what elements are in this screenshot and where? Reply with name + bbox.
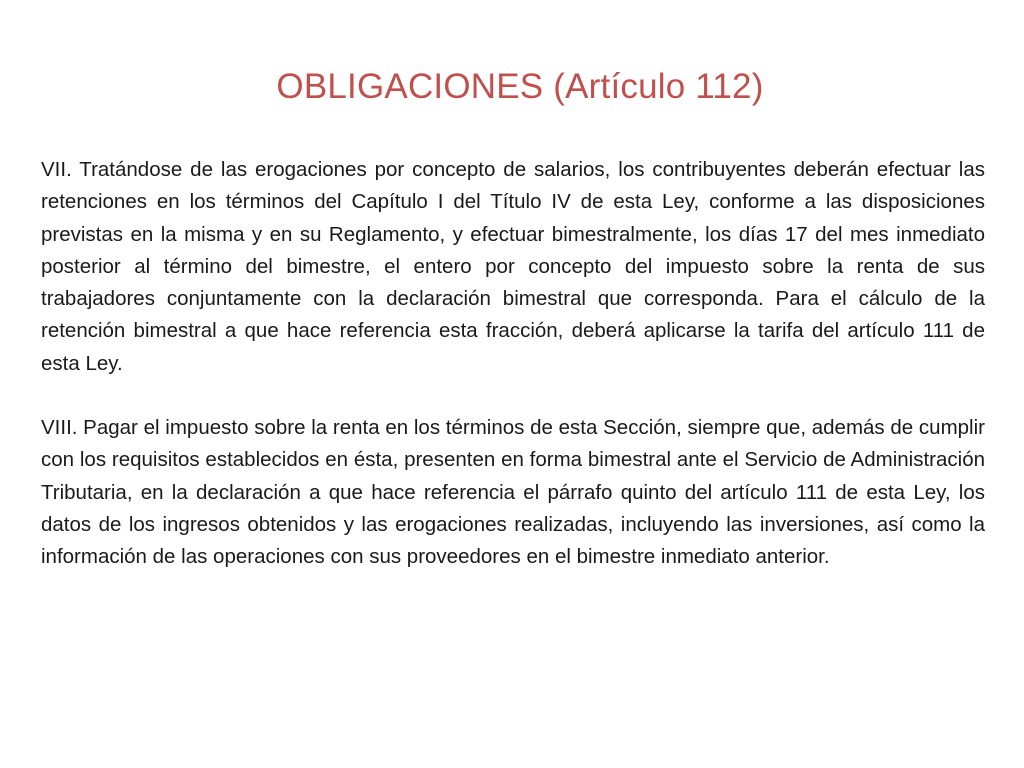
paragraph-fraction-viii: VIII. Pagar el impuesto sobre la renta en los términos de esta Sección, siempre que, además de cumplir con los requisitos establecidos en ésta, presenten en forma bimestral ante el Servicio de Administración Tributaria, en la declaración a que hace referencia el párrafo quinto del artículo 111 de esta Ley, los datos de los ingresos obtenidos y las erogaciones realizadas, incluyendo las inversiones, así como la información de las operaciones con sus proveedores en el bimestre inmediato anterior. <box>41 416 985 569</box>
slide-body <box>41 154 985 574</box>
slide-title: OBLIGACIONES (Artículo 112) <box>276 67 764 106</box>
paragraph-fraction-vii: VII. Tratándose de las erogaciones por concepto de salarios, los contribuyentes deberán efectuar las retenciones en los términos del Capítulo I del Título IV de esta Ley, conforme a las disposiciones previstas en la misma y en su Reglamento, y efectuar bimestralmente, los días 17 del mes inmediato posterior al término del bimestre, el entero por concepto del impuesto sobre la renta de sus trabajadores conjuntamente con la declaración bimestral que corresponda. Para el cálculo de la retención bimestral a que hace referencia esta fracción, deberá aplicarse la tarifa del artículo 111 de esta Ley. <box>41 158 985 375</box>
